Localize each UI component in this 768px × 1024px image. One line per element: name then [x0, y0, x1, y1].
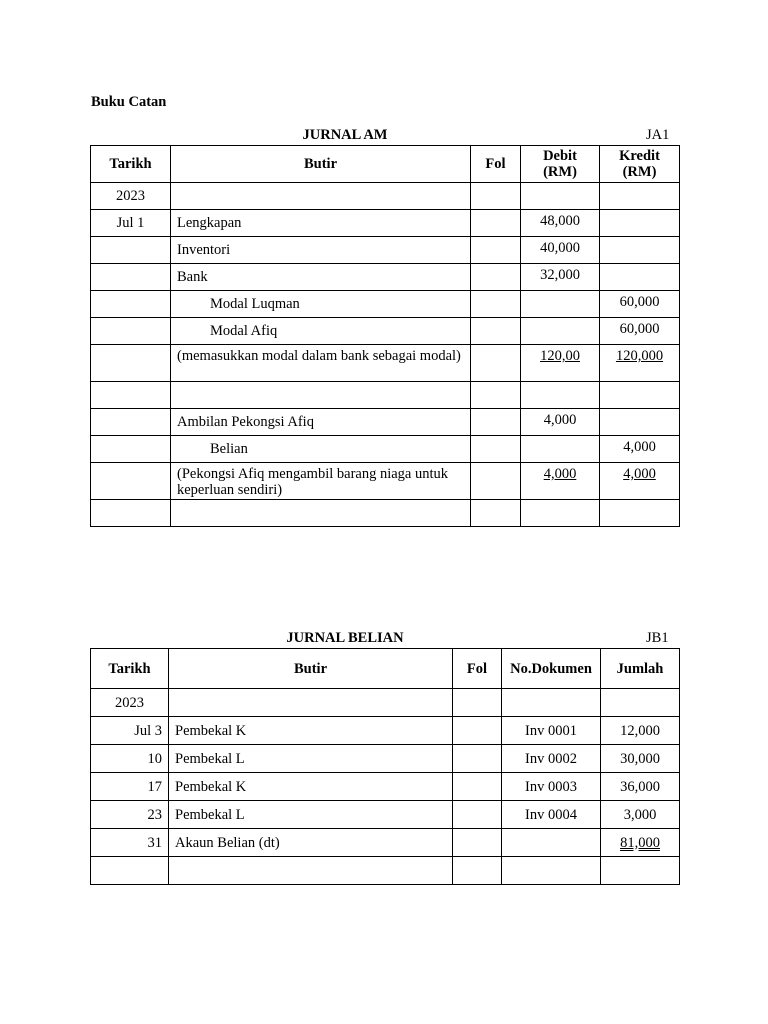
journal-am-ref: JA1 [646, 127, 670, 143]
document-title: Buku Catan [91, 94, 167, 110]
table-row [91, 382, 680, 409]
fol-cell [453, 689, 502, 717]
debit-cell [521, 436, 600, 463]
credit-cell [600, 500, 680, 527]
fol-cell [453, 801, 502, 829]
journal-am-table [90, 145, 680, 527]
credit-cell [600, 237, 680, 264]
debit-total: 120,00 [540, 348, 580, 364]
credit-total: 120,000 [615, 348, 664, 364]
credit-cell [600, 183, 680, 210]
amount-cell: 3,000 [601, 801, 680, 829]
amount-cell: 36,000 [601, 773, 680, 801]
date-cell [91, 237, 171, 264]
table-row [91, 210, 680, 237]
date-cell: 2023 [91, 689, 169, 717]
date-cell: 2023 [91, 183, 171, 210]
journal-belian-table [90, 648, 680, 885]
debit-cell [521, 318, 600, 345]
table-row [91, 345, 680, 382]
debit-total: 4,000 [543, 466, 577, 482]
fol-cell [471, 382, 521, 409]
date-cell [91, 345, 171, 382]
desc-cell: Pembekal K [169, 717, 453, 745]
date-cell [91, 409, 171, 436]
fol-cell [471, 318, 521, 345]
amount-total: 81,000 [620, 834, 660, 851]
date-cell: 10 [91, 745, 169, 773]
fol-cell [453, 857, 502, 885]
desc-cell: Ambilan Pekongsi Afiq [171, 409, 471, 436]
date-cell [91, 463, 171, 500]
date-cell [91, 318, 171, 345]
header-fol: Fol [471, 146, 521, 183]
journal-belian-ref: JB1 [646, 630, 669, 646]
header-kredit: Kredit (RM) [600, 146, 680, 183]
doc-cell [502, 857, 601, 885]
credit-cell [600, 382, 680, 409]
doc-cell [502, 829, 601, 857]
fol-cell [453, 829, 502, 857]
fol-cell [471, 237, 521, 264]
fol-cell [453, 773, 502, 801]
table-row [91, 717, 680, 745]
fol-cell [471, 264, 521, 291]
journal-belian-title: JURNAL BELIAN [286, 630, 404, 646]
desc-cell: Pembekal L [169, 801, 453, 829]
table-row [91, 500, 680, 527]
amount-cell: 30,000 [601, 745, 680, 773]
desc-cell: Lengkapan [171, 210, 471, 237]
debit-cell: 48,000 [521, 210, 600, 237]
table-row [91, 857, 680, 885]
desc-cell: Belian [171, 436, 471, 463]
credit-total: 4,000 [623, 466, 656, 482]
desc-cell [171, 183, 471, 210]
debit-cell [521, 382, 600, 409]
debit-cell: 4,000 [521, 409, 600, 436]
date-cell: Jul 1 [91, 210, 171, 237]
table-row [91, 318, 680, 345]
fol-cell [471, 436, 521, 463]
table-row [91, 436, 680, 463]
fol-cell [471, 500, 521, 527]
credit-cell: 60,000 [600, 318, 680, 345]
date-cell: 17 [91, 773, 169, 801]
header-jumlah: Jumlah [601, 649, 680, 689]
desc-cell: Modal Luqman [171, 291, 471, 318]
table-row [91, 773, 680, 801]
fol-cell [471, 183, 521, 210]
doc-cell [502, 689, 601, 717]
desc-cell: Pembekal L [169, 745, 453, 773]
header-debit: Debit (RM) [521, 146, 600, 183]
fol-cell [471, 210, 521, 237]
table-row [91, 183, 680, 210]
table-row [91, 829, 680, 857]
credit-cell: 4,000 [600, 436, 680, 463]
credit-cell [600, 409, 680, 436]
journal-belian-header-row [91, 649, 680, 689]
header-tarikh: Tarikh [91, 649, 169, 689]
desc-cell: Modal Afiq [171, 318, 471, 345]
desc-cell: Akaun Belian (dt) [169, 829, 453, 857]
table-row [91, 689, 680, 717]
date-cell [91, 436, 171, 463]
table-row [91, 409, 680, 436]
date-cell: Jul 3 [91, 717, 169, 745]
journal-am-header-row [91, 146, 680, 183]
desc-cell: (memasukkan modal dalam bank sebagai modal) [171, 345, 471, 382]
debit-cell [521, 500, 600, 527]
date-cell [91, 857, 169, 885]
table-row [91, 801, 680, 829]
credit-cell [600, 210, 680, 237]
doc-cell: Inv 0002 [502, 745, 601, 773]
desc-cell [171, 500, 471, 527]
header-fol: Fol [453, 649, 502, 689]
journal-am-title: JURNAL AM [302, 127, 388, 143]
table-row [91, 463, 680, 500]
table-row [91, 237, 680, 264]
doc-cell: Inv 0003 [502, 773, 601, 801]
desc-cell [171, 382, 471, 409]
debit-cell: 40,000 [521, 237, 600, 264]
amount-cell [601, 857, 680, 885]
debit-cell [521, 183, 600, 210]
desc-cell: Bank [171, 264, 471, 291]
date-cell: 31 [91, 829, 169, 857]
date-cell [91, 264, 171, 291]
fol-cell [453, 745, 502, 773]
desc-cell: Pembekal K [169, 773, 453, 801]
fol-cell [471, 345, 521, 382]
fol-cell [453, 717, 502, 745]
table-row [91, 264, 680, 291]
desc-cell: (Pekongsi Afiq mengambil barang niaga untuk keperluan sendiri) [171, 463, 471, 500]
amount-cell [601, 689, 680, 717]
amount-cell: 12,000 [601, 717, 680, 745]
date-cell [91, 291, 171, 318]
doc-cell: Inv 0001 [502, 717, 601, 745]
credit-cell: 60,000 [600, 291, 680, 318]
desc-cell [169, 689, 453, 717]
header-butir: Butir [171, 146, 471, 183]
table-row [91, 745, 680, 773]
date-cell: 23 [91, 801, 169, 829]
table-row [91, 291, 680, 318]
header-no-dokumen: No.Dokumen [502, 649, 601, 689]
fol-cell [471, 291, 521, 318]
debit-cell: 32,000 [521, 264, 600, 291]
desc-cell: Inventori [171, 237, 471, 264]
header-tarikh: Tarikh [91, 146, 171, 183]
fol-cell [471, 463, 521, 500]
credit-cell [600, 264, 680, 291]
debit-cell [521, 291, 600, 318]
date-cell [91, 382, 171, 409]
desc-cell [169, 857, 453, 885]
fol-cell [471, 409, 521, 436]
doc-cell: Inv 0004 [502, 801, 601, 829]
date-cell [91, 500, 171, 527]
header-butir: Butir [169, 649, 453, 689]
